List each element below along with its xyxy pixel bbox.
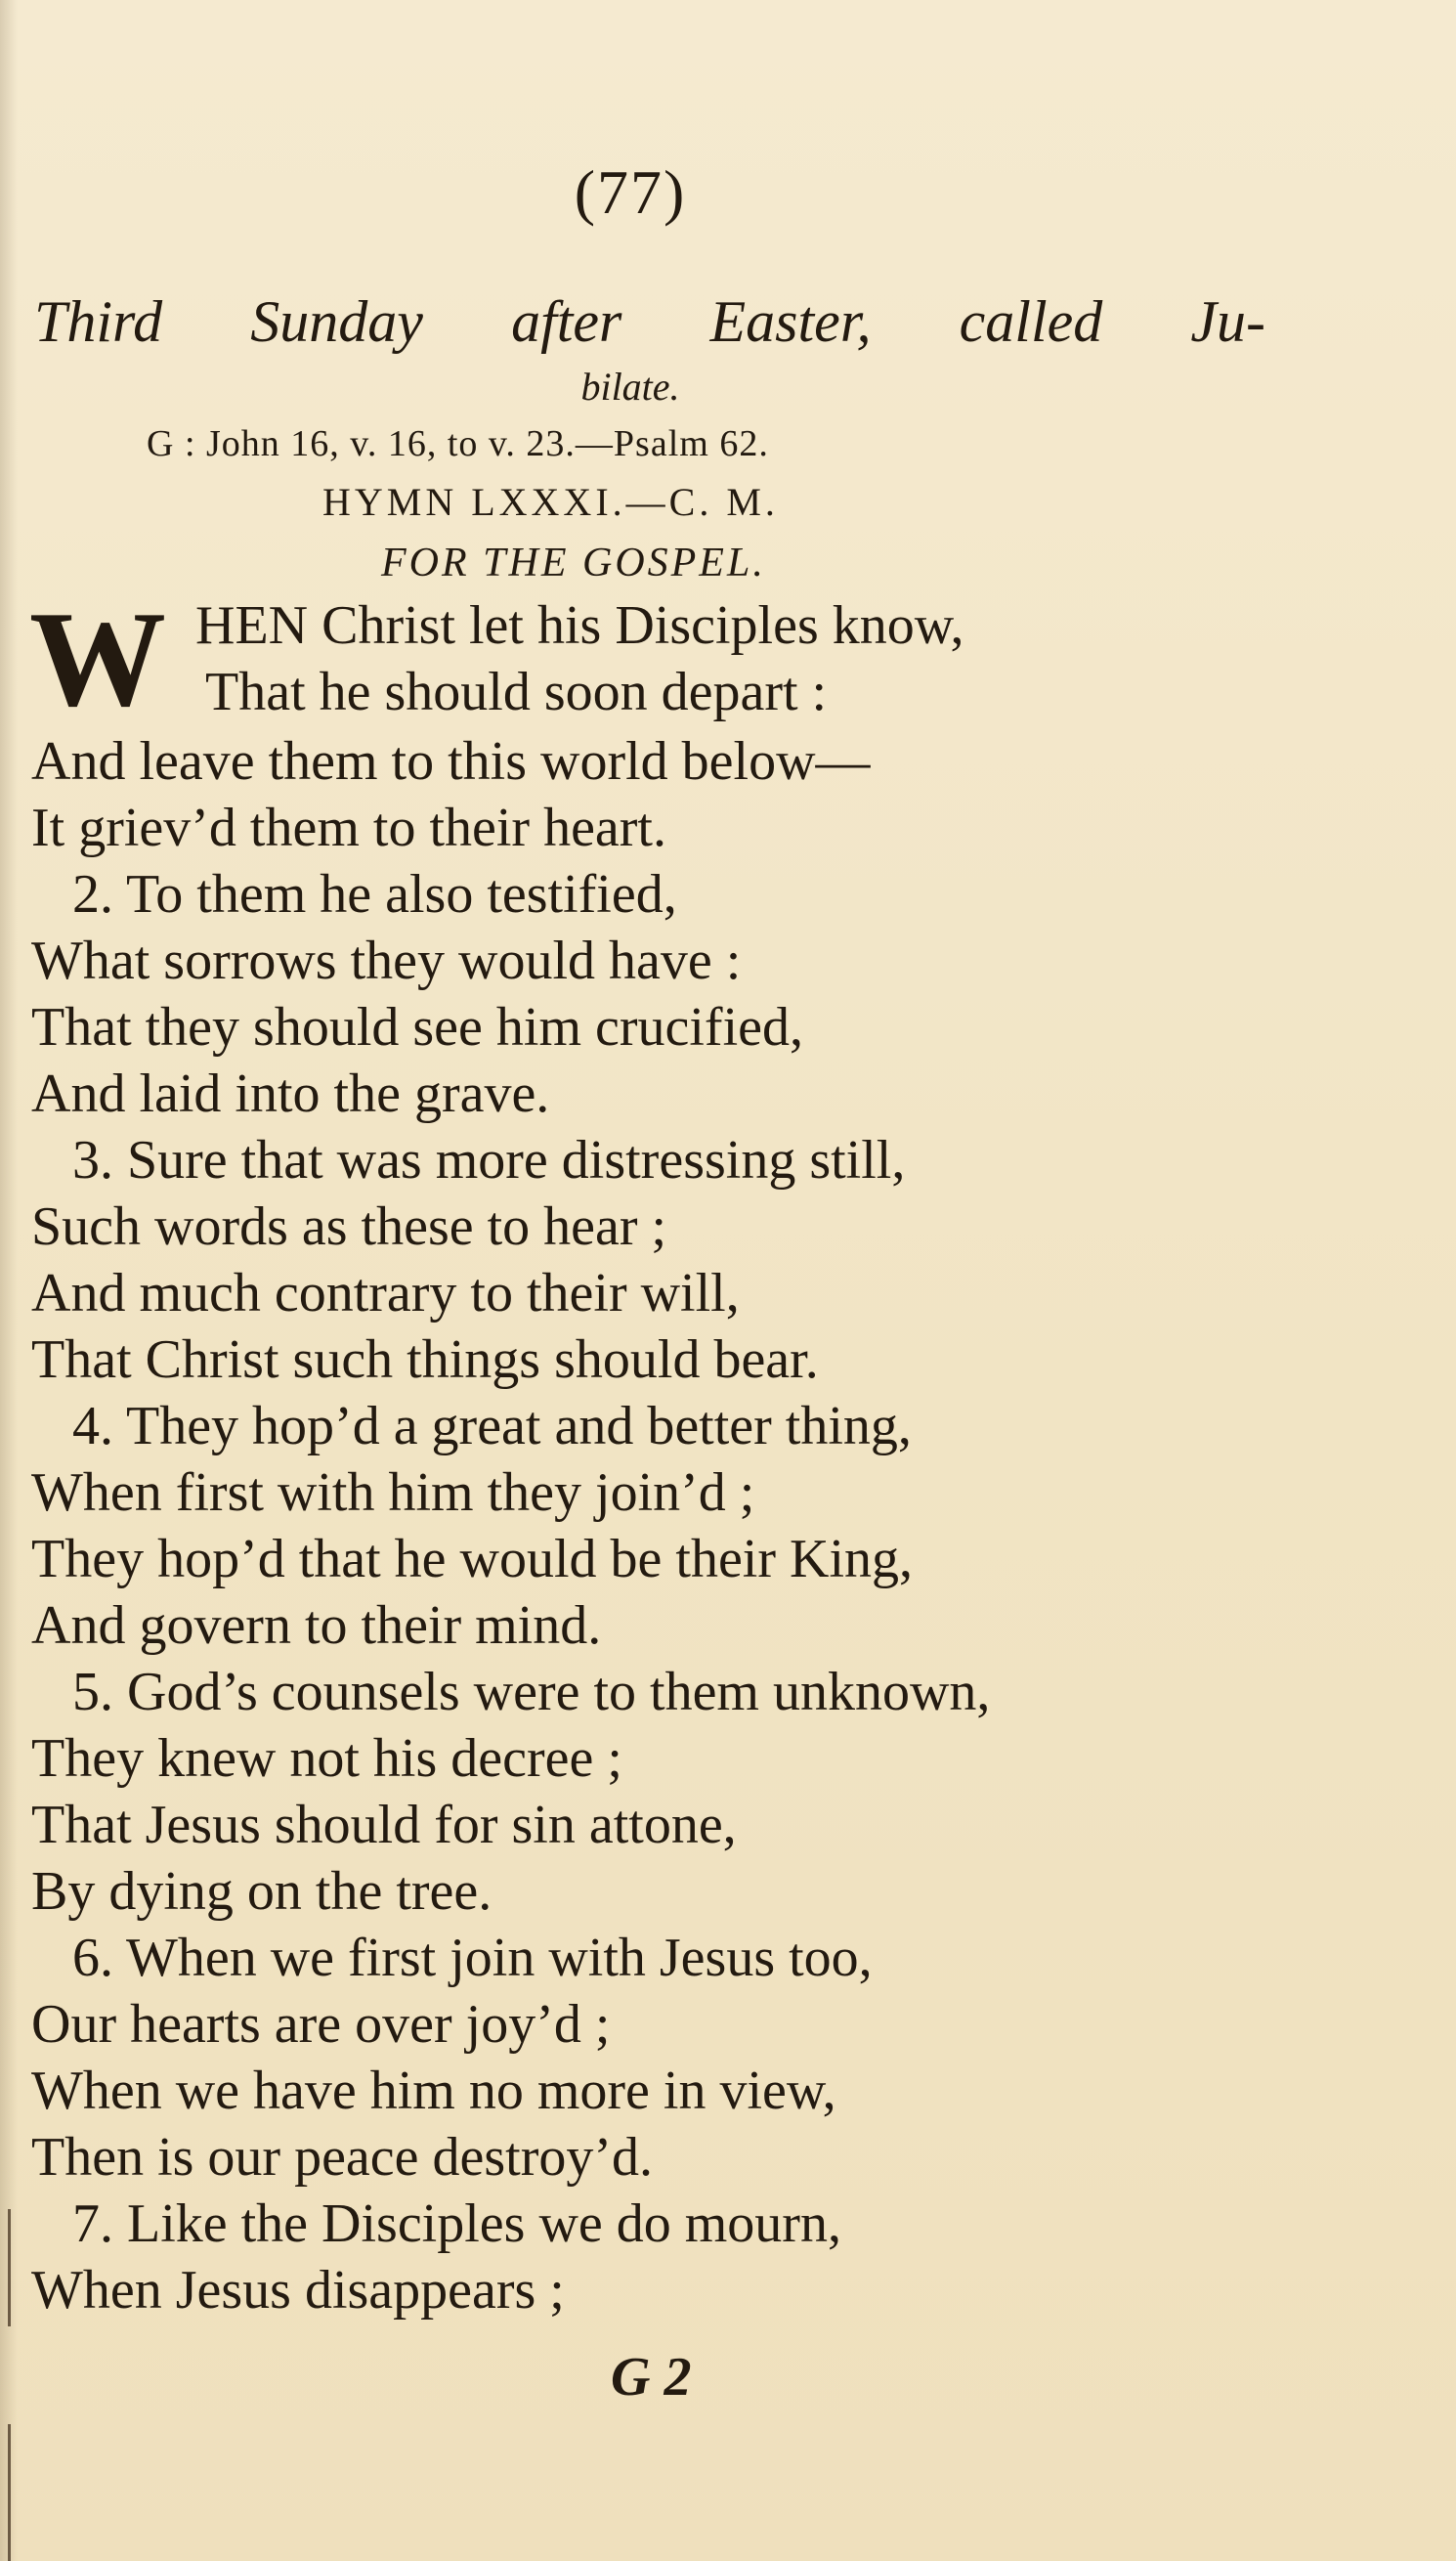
verse-line: They hop’d that he would be their King, — [31, 1529, 914, 1589]
title-continuation: bilate. — [580, 365, 680, 409]
verse-line: 2. To them he also testified, — [72, 864, 677, 925]
hymn-subtitle: FOR THE GOSPEL. — [381, 541, 766, 586]
verse-line: That they should see him crucified, — [31, 997, 803, 1058]
verse-line: And much contrary to their will, — [31, 1263, 740, 1324]
verse-line: They knew not his decree ; — [31, 1728, 622, 1789]
verse-line: When Jesus disappears ; — [31, 2260, 565, 2321]
verse-line: Then is our peace destroy’d. — [31, 2127, 653, 2188]
title-word: after — [511, 289, 622, 354]
signature-mark: G 2 — [611, 2347, 692, 2408]
verse-line: What sorrows they would have : — [31, 931, 742, 991]
verse-line: 7. Like the Disciples we do mourn, — [72, 2193, 841, 2254]
title-word: Ju- — [1190, 289, 1265, 354]
verse-line: That Jesus should for sin attone, — [31, 1795, 737, 1855]
gospel-reference: G : John 16, v. 16, to v. 23.—Psalm 62. — [147, 423, 769, 464]
verse-line: 6. When we first join with Jesus too, — [72, 1928, 873, 1988]
hymn-number: HYMN LXXXI.—C. M. — [322, 480, 779, 524]
margin-rule — [8, 2424, 11, 2561]
verse-line: That Christ such things should bear. — [31, 1329, 819, 1390]
verse-line: Such words as these to hear ; — [31, 1196, 667, 1257]
margin-rule — [8, 2209, 11, 2326]
title-word: Easter, — [709, 289, 872, 354]
verse-line: HEN Christ let his Disciples know, — [195, 595, 964, 656]
verse-line: And laid into the grave. — [31, 1063, 550, 1124]
verse-line: By dying on the tree. — [31, 1861, 492, 1922]
title-word: Sunday — [250, 289, 423, 354]
verse-line: 3. Sure that was more distressing still, — [72, 1130, 906, 1191]
page-title — [34, 288, 1265, 356]
verse-line: When we have him no more in view, — [31, 2061, 836, 2121]
verse-line: It griev’d them to their heart. — [31, 798, 666, 858]
hymn-verses — [31, 728, 1282, 2323]
title-word: called — [959, 289, 1103, 354]
verse-line: And govern to their mind. — [31, 1595, 602, 1656]
drop-cap: W — [29, 584, 166, 735]
verse-line: And leave them to this world below— — [31, 731, 871, 792]
verse-line: 5. God’s counsels were to them unknown, — [72, 1662, 991, 1722]
verse-line: When first with him they join’d ; — [31, 1462, 755, 1523]
page-number: (77) — [574, 157, 687, 227]
verse-line: That he should soon depart : — [205, 662, 828, 722]
title-word: Third — [34, 289, 163, 354]
verse-line: Our hearts are over joy’d ; — [31, 1994, 611, 2055]
verse-line: 4. They hop’d a great and better thing, — [72, 1396, 912, 1456]
